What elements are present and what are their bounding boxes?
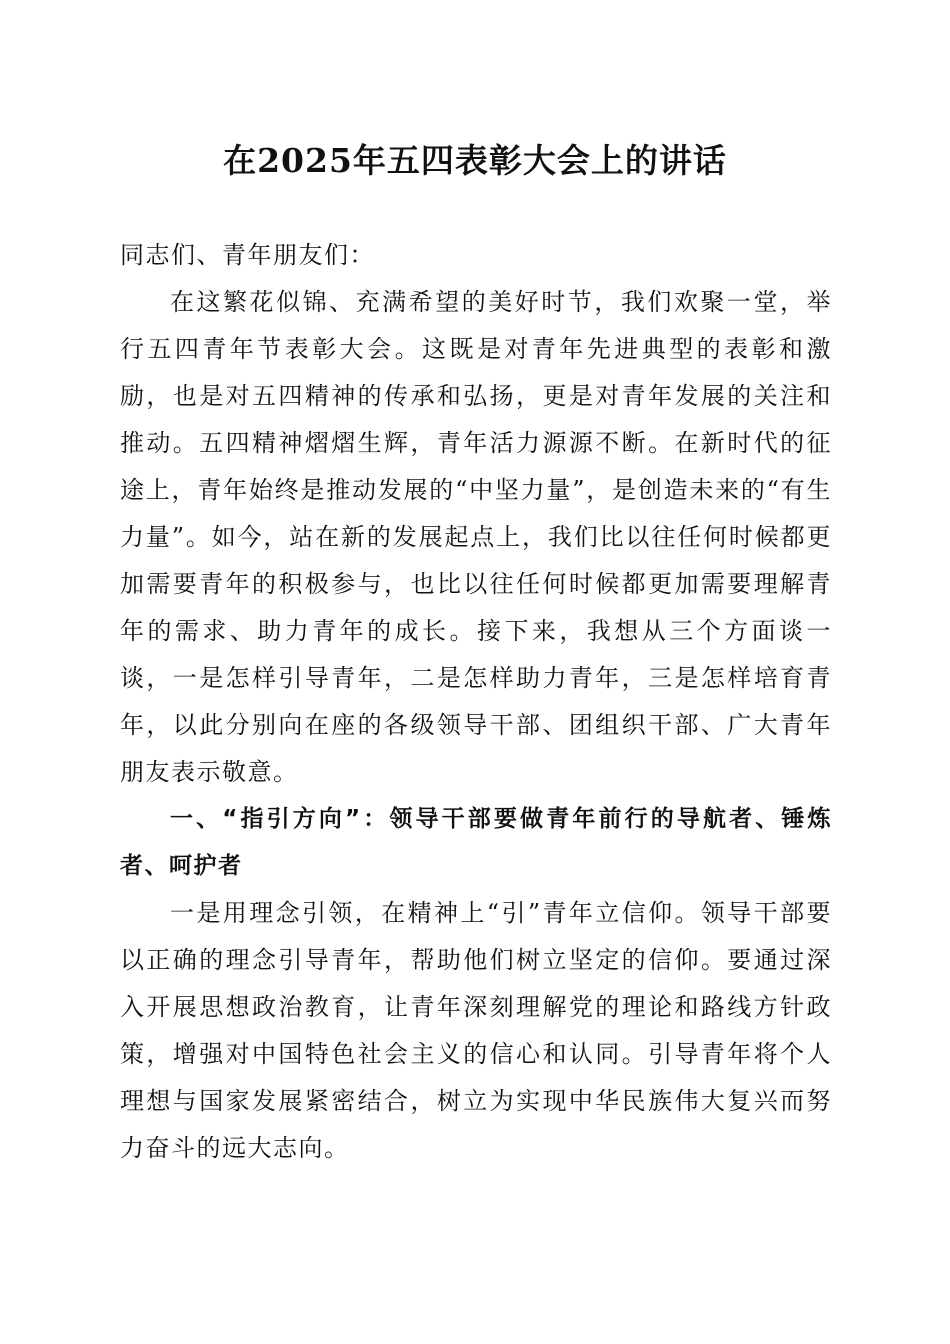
section-heading-1: 一、“指引方向”：领导干部要做青年前行的导航者、锤炼者、呵护者 (120, 806, 832, 879)
salutation: 同志们、青年朋友们： (120, 241, 375, 269)
point-one-paragraph: 一是用理念引领，在精神上“引”青年立信仰。领导干部要以正确的理念引导青年，帮助他们树立坚定的信仰。要通过深入开展思想政治教育，让青年深刻理解党的理论和路线方针政策，增强对中国特色社会主义的信心和认同。引导青年将个人理想与国家发展紧密结合，树立为实现中华民族伟大复兴而努力奋斗的远大志向。 (120, 899, 832, 1162)
intro-paragraph: 在这繁花似锦、充满希望的美好时节，我们欢聚一堂，举行五四青年节表彰大会。这既是对青年先进典型的表彰和激励，也是对五四精神的传承和弘扬，更是对青年发展的关注和推动。五四精神熠熠生辉，青年活力源源不断。在新时代的征途上，青年始终是推动发展的“中坚力量”，是创造未来的“有生力量”。如今，站在新的发展起点上，我们比以往任何时候都更加需要青年的积极参与，也比以往任何时候都更加需要理解青年的需求、助力青年的成长。接下来，我想从三个方面谈一谈，一是怎样引导青年，二是怎样助力青年，三是怎样培育青年，以此分别向在座的各级领导干部、团组织干部、广大青年朋友表示敬意。 (120, 288, 832, 786)
page-title: 在2025年五四表彰大会上的讲话 (223, 141, 727, 180)
document-body (120, 232, 832, 1172)
